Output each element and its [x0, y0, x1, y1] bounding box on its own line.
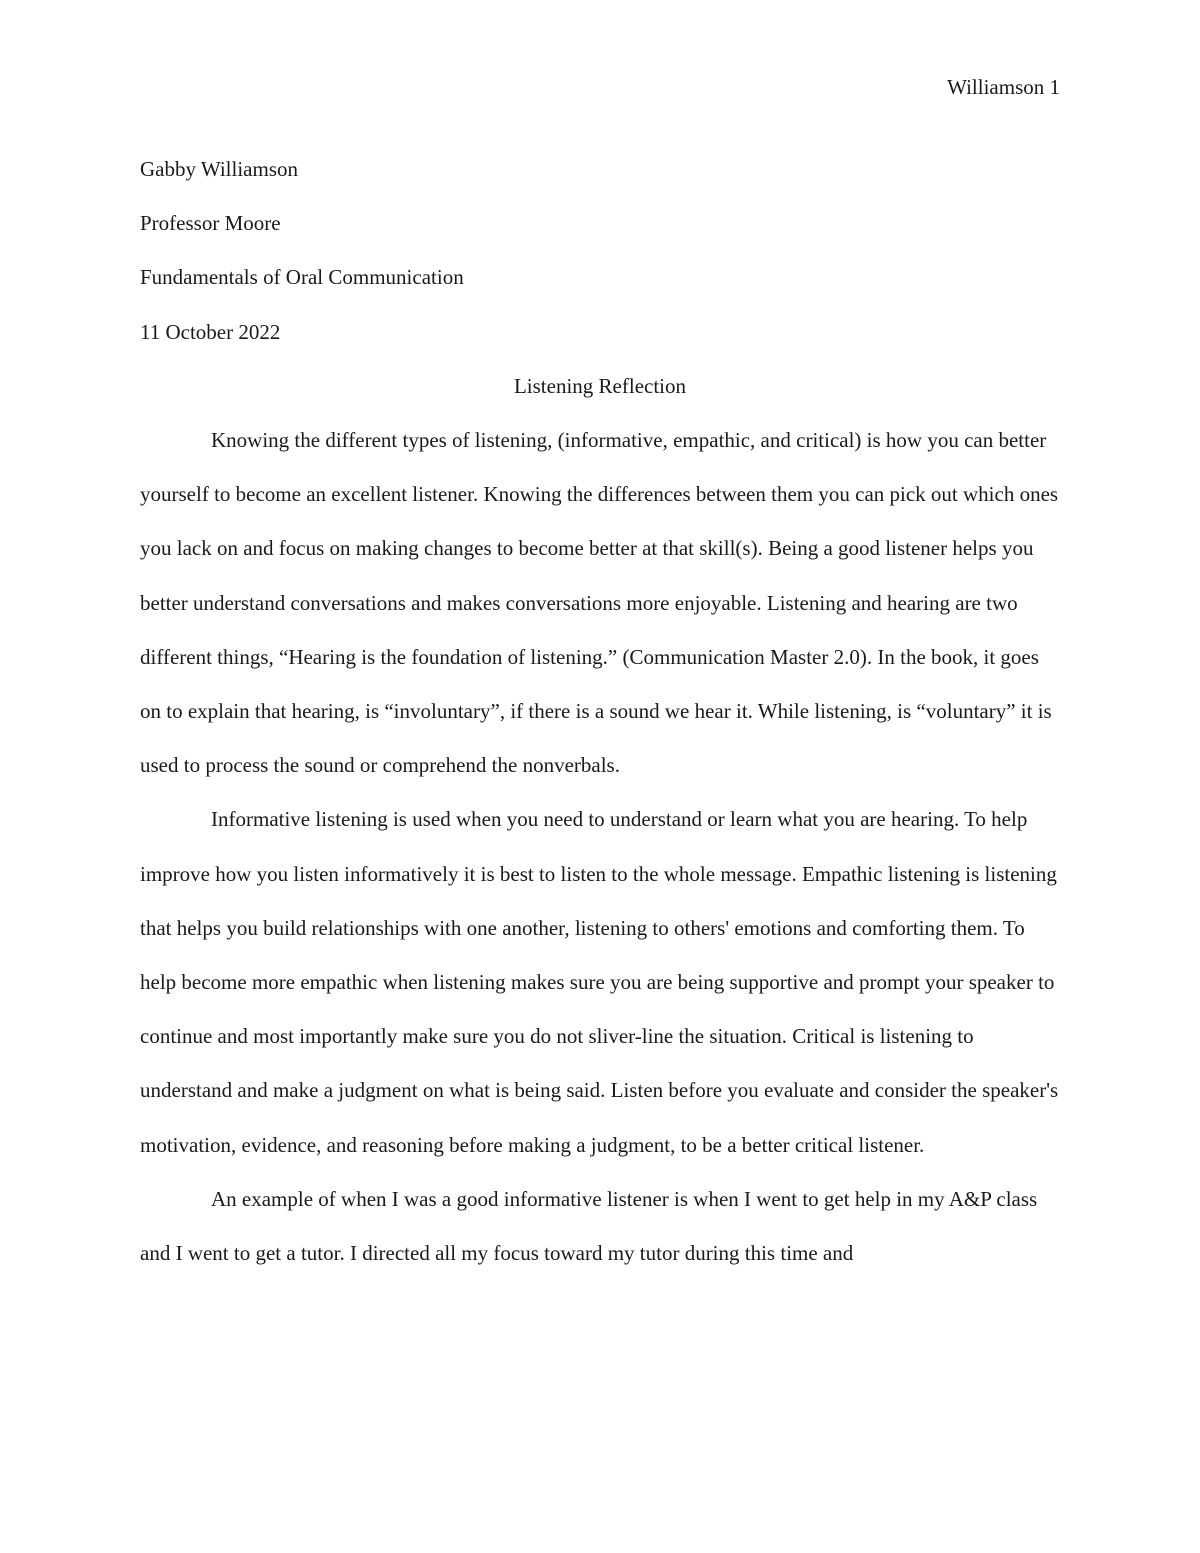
- document-body: [140, 142, 1060, 1280]
- document-title: Listening Reflection: [513, 373, 687, 398]
- professor-name: Professor Moore: [140, 211, 281, 236]
- student-name: Gabby Williamson: [140, 157, 299, 181]
- document-date: 11 October 2022: [140, 319, 281, 344]
- paragraph-example: An example of when I was a good informative listener is when I went to get help in my A&P class and I went to get a tutor. I directed all my focus toward my tutor during this time and: [140, 1186, 1038, 1266]
- paragraph-types: Informative listening is used when you need to understand or learn what you are hearing. To help improve how you listen informatively it is best to listen to the whole message. Empathic listening is listening that helps you build relationships with one another, listening to others' emotions and comforting them. To help become more empathic when listening makes sure you are being supportive and prompt your speaker to continue and most importantly make sure you do not sliver-line the situation. Critical is listening to understand and make a judgment on what is being said. Listen before you evaluate and consider the speaker's motivation, evidence, and reasoning before making a judgment, to be a better critical listener.: [140, 807, 1059, 1157]
- running-head: Williamson 1: [947, 75, 1060, 99]
- paragraph-intro: Knowing the different types of listening, (informative, empathic, and critical) is how you can better yourself to become an excellent listener. Knowing the differences between them you can pick out which ones you lack on and focus on making changes to become better at that skill(s). Being a good listener helps you better understand conversations and makes conversations more enjoyable. Listening and hearing are two different things, “Hearing is the foundation of listening.” (Communication Master 2.0). In the book, it goes on to explain that hearing, is “involuntary”, if there is a sound we hear it. While listening, is “voluntary” it is used to process the sound or comprehend the nonverbals.: [140, 428, 1059, 778]
- course-name: Fundamentals of Oral Communication: [140, 265, 464, 290]
